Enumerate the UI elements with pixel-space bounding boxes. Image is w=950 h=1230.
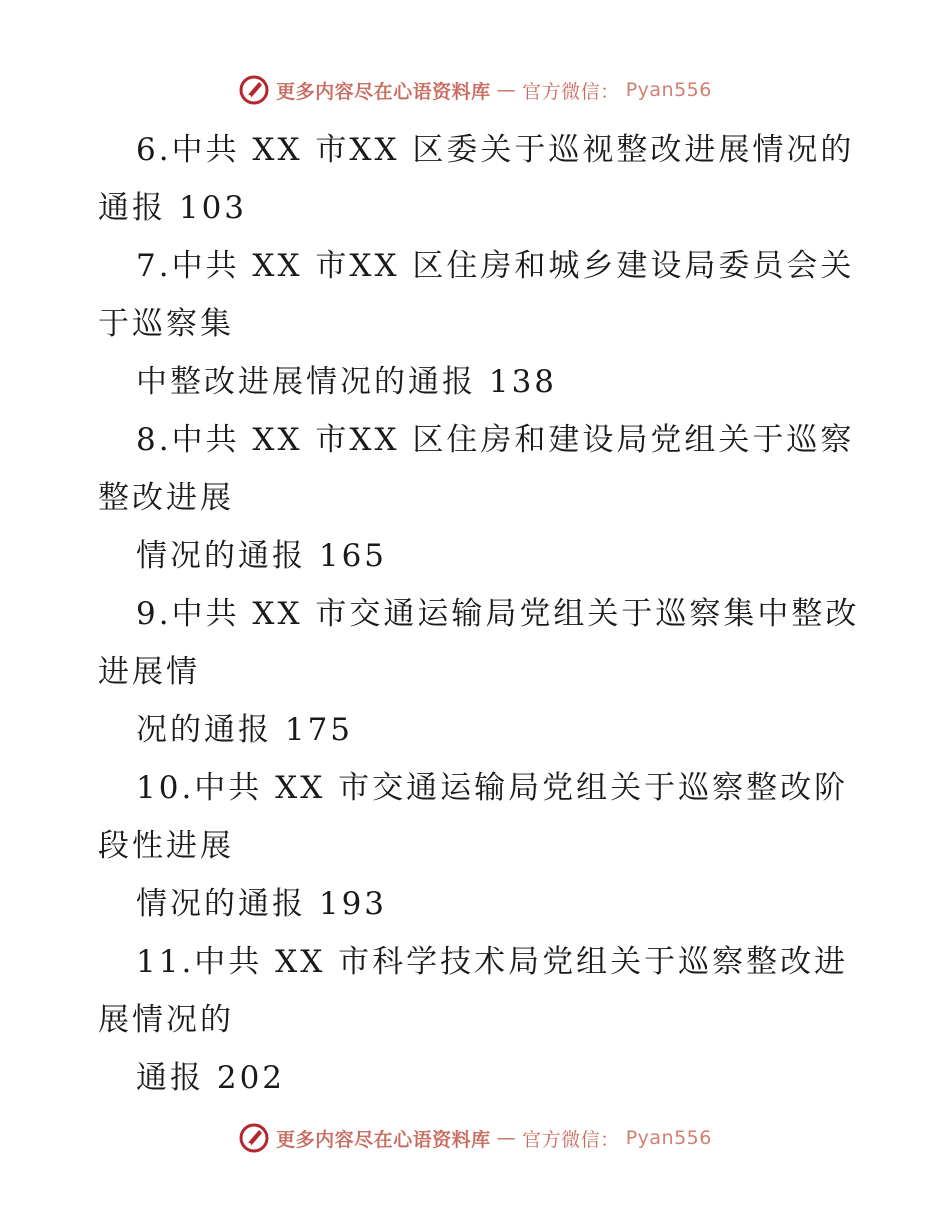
toc-line: 10.中共 XX 市交通运输局党组关于巡察整改阶 — [136, 770, 849, 806]
toc-line: 通报 202 — [136, 1060, 286, 1096]
pen-logo-icon — [238, 1122, 270, 1154]
toc-line: 于巡察集 — [98, 306, 234, 342]
toc-line: 展情况的 — [98, 1002, 234, 1038]
footer-brand-text: 更多内容尽在心语资料库 — [276, 1128, 491, 1151]
header-official-label: 官方微信： — [522, 80, 620, 103]
footer-dash: — — [496, 1127, 517, 1149]
toc-line: 段性进展 — [98, 828, 234, 864]
footer-watermark — [0, 1120, 950, 1156]
toc-line: 况的通报 175 — [136, 712, 354, 748]
toc-line: 9.中共 XX 市交通运输局党组关于巡察集中整改 — [136, 596, 860, 632]
toc-line: 通报 103 — [98, 190, 248, 226]
footer-wechat-handle: Pyan556 — [625, 1127, 712, 1149]
footer-official-label: 官方微信： — [522, 1128, 620, 1151]
pen-logo-icon — [238, 74, 270, 106]
header-watermark — [0, 72, 950, 108]
header-dash: — — [496, 79, 517, 101]
toc-line: 中整改进展情况的通报 138 — [136, 364, 558, 400]
header-brand-text: 更多内容尽在心语资料库 — [276, 80, 491, 103]
header-wechat-handle: Pyan556 — [625, 79, 712, 101]
toc-line: 8.中共 XX 市XX 区住房和建设局党组关于巡察 — [136, 422, 855, 458]
toc-line: 6.中共 XX 市XX 区委关于巡视整改进展情况的 — [136, 132, 855, 168]
toc-line: 11.中共 XX 市科学技术局党组关于巡察整改进 — [136, 944, 849, 980]
toc-line: 情况的通报 193 — [136, 886, 388, 922]
toc-line: 整改进展 — [98, 480, 234, 516]
toc-line: 情况的通报 165 — [136, 538, 388, 574]
toc-line: 7.中共 XX 市XX 区住房和城乡建设局委员会关 — [136, 248, 855, 284]
toc-line: 进展情 — [98, 654, 200, 690]
